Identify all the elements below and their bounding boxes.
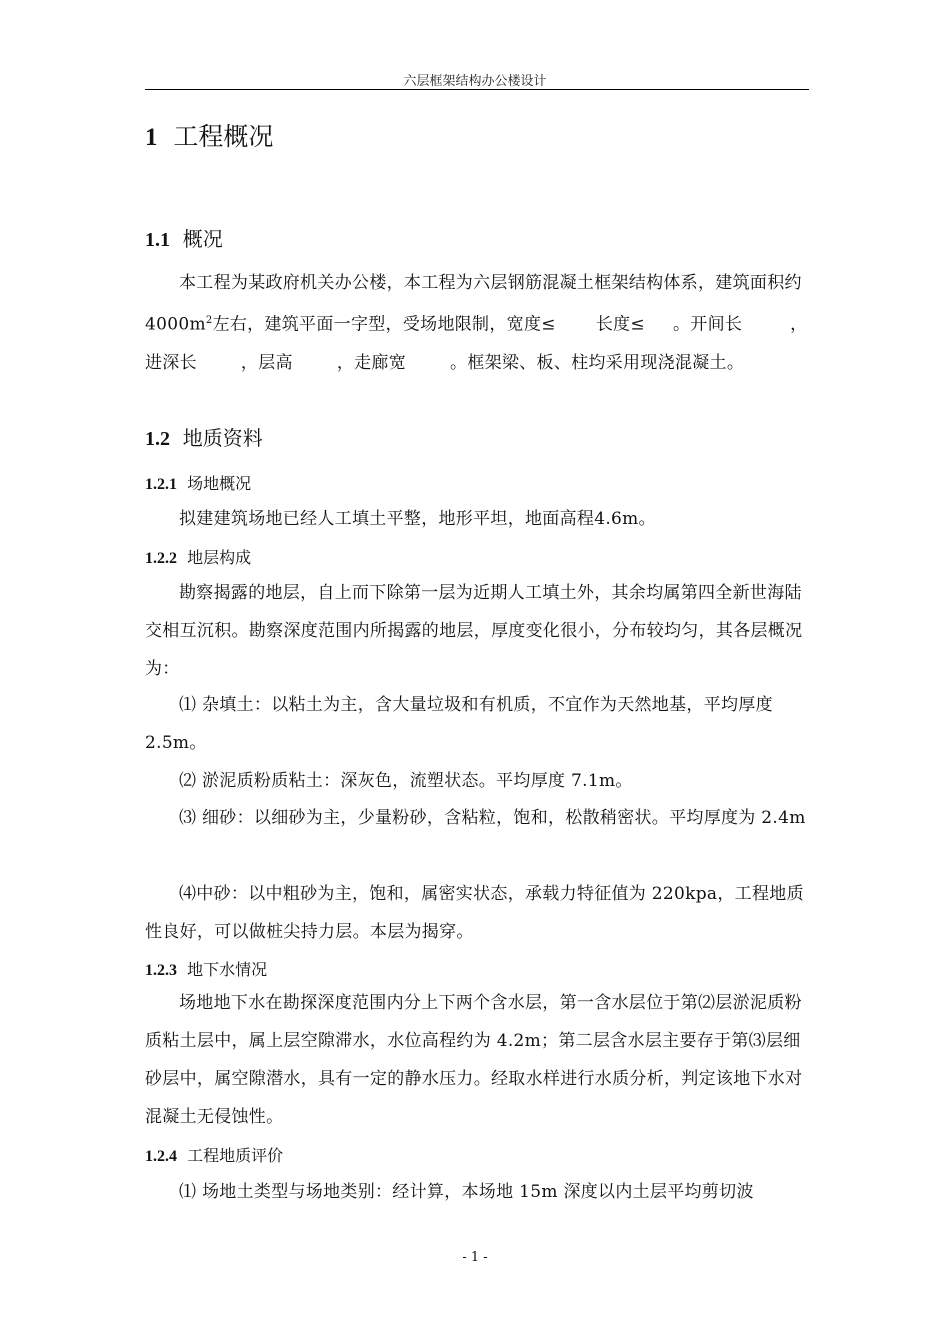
subsection-number: 1.2.1 xyxy=(145,476,177,493)
strata-item-3: ⑶ 细砂：以细砂为主，少量粉砂，含粘粒，饱和，松散稍密状。平均厚度为 2.4m xyxy=(179,808,806,828)
site-overview-paragraph: 拟建建筑场地已经人工填土平整，地形平坦，地面高程4.6m。 xyxy=(179,509,656,529)
section-title: 地质资料 xyxy=(182,426,263,450)
overview-superscript: 2 xyxy=(205,315,213,326)
overview-text-g: ，走廊宽 xyxy=(336,352,407,373)
overview-paragraph xyxy=(145,264,809,382)
subsection-heading-1-2-4 xyxy=(145,1143,283,1166)
page-number: - 1 - xyxy=(462,1250,488,1265)
subsection-heading-1-2-2 xyxy=(145,545,251,568)
section-title: 概况 xyxy=(182,227,223,251)
overview-text-d: 。开间长 xyxy=(672,314,743,335)
subsection-heading-1-2-3 xyxy=(145,957,267,980)
subsection-number: 1.2.3 xyxy=(145,962,177,979)
subsection-heading-1-2-1 xyxy=(145,471,251,494)
overview-text-a: 本工程为某政府机关办公楼，本工程为六层钢筋混凝土框架结构体系，建筑面积约4000m xyxy=(145,273,802,335)
overview-text-e: ，进深长 xyxy=(145,314,808,373)
chapter-number: 1 xyxy=(145,124,158,151)
strata-item-1: ⑴ 杂填土：以粘土为主，含大量垃圾和有机质，不宜作为天然地基，平均厚度 2.5m。 xyxy=(145,695,773,753)
overview-text-b: 左右，建筑平面一字型，受场地限制，宽度≤ xyxy=(212,314,556,335)
chapter-heading xyxy=(145,117,273,153)
groundwater-paragraph: 场地地下水在勘探深度范围内分上下两个含水层，第一含水层位于第⑵层淤泥质粉质粘土层中，属上层空隙滞水，水位高程约为 4.2m；第二层含水层主要存于第⑶层细砂层中，属空隙潜水，具有一定的静水压力。经取水样进行水质分析，判定该地下水对混凝土无侵蚀性。 xyxy=(145,993,803,1127)
section-number: 1.2 xyxy=(145,428,170,450)
chapter-title: 工程概况 xyxy=(173,122,274,151)
subsection-number: 1.2.2 xyxy=(145,550,177,567)
section-number: 1.1 xyxy=(145,229,170,251)
subsection-number: 1.2.4 xyxy=(145,1148,177,1165)
overview-text-f: ，层高 xyxy=(240,352,293,373)
section-heading-1-1 xyxy=(145,223,223,252)
overview-text-h: 。框架梁、板、柱均采用现浇混凝土。 xyxy=(450,352,745,373)
section-heading-1-2 xyxy=(145,422,263,451)
overview-text-c: 长度≤ xyxy=(595,314,645,335)
header-rule xyxy=(145,89,809,90)
running-header: 六层框架结构办公楼设计 xyxy=(403,74,547,89)
evaluation-paragraph: ⑴ 场地土类型与场地类别：经计算，本场地 15m 深度以内土层平均剪切波 xyxy=(179,1182,754,1202)
subsection-title: 场地概况 xyxy=(187,474,252,493)
strata-item-4: ⑷中砂：以中粗砂为主，饱和，属密实状态，承载力特征值为 220kpa，工程地质性良好，可以做桩尖持力层。本层为揭穿。 xyxy=(145,884,804,942)
subsection-title: 地层构成 xyxy=(187,548,252,567)
strata-intro-paragraph: 勘察揭露的地层，自上而下除第一层为近期人工填土外，其余均属第四全新世海陆交相互沉积。勘察深度范围内所揭露的地层，厚度变化很小，分布较均匀，其各层概况为： xyxy=(145,583,803,679)
subsection-title: 地下水情况 xyxy=(187,960,268,979)
subsection-title: 工程地质评价 xyxy=(187,1146,284,1165)
strata-item-2: ⑵ 淤泥质粉质粘土：深灰色，流塑状态。平均厚度 7.1m。 xyxy=(179,771,633,791)
